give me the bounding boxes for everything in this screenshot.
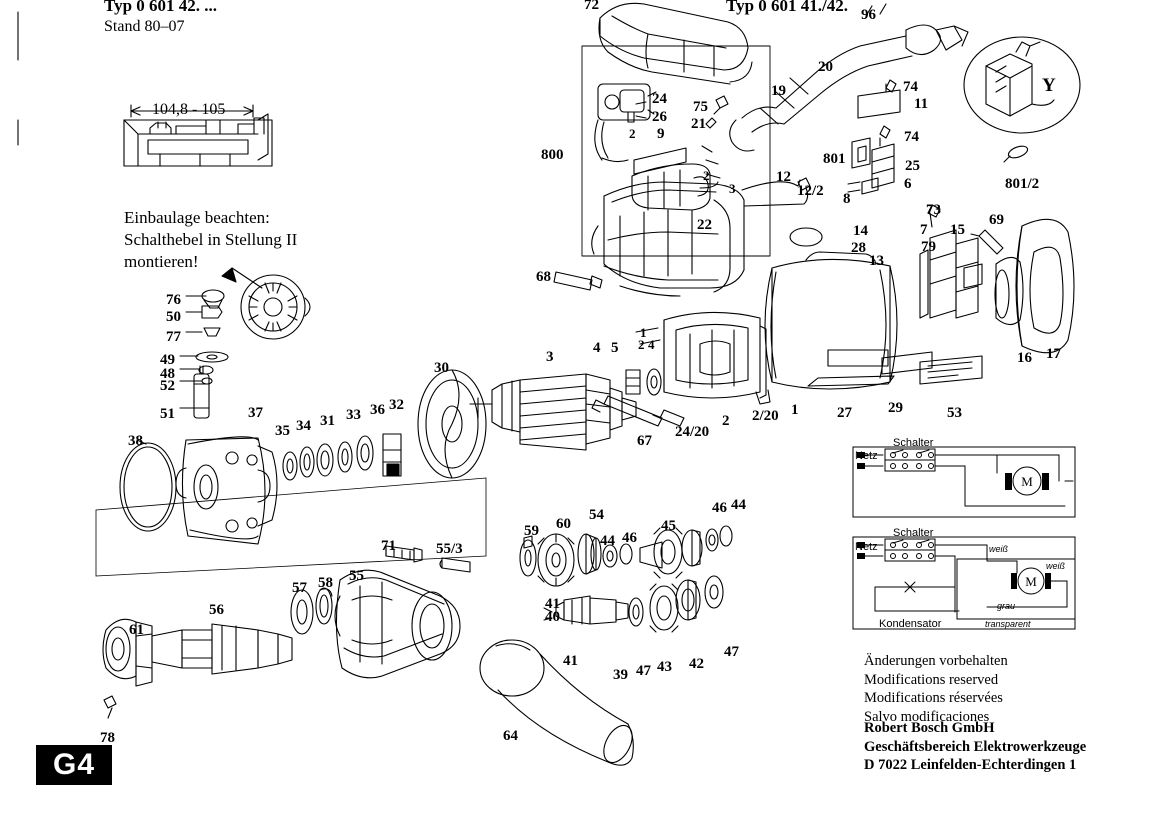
part-callout: 55 — [349, 568, 364, 584]
part-callout: 17 — [1046, 346, 1061, 362]
part-callout: 15 — [950, 222, 965, 238]
part-callout: 41 — [545, 596, 560, 612]
part-callout: 73 — [926, 202, 941, 218]
detail-y-label: Y — [1042, 75, 1056, 96]
part-callout: 4 — [648, 337, 655, 352]
part-callout: 16 — [1017, 350, 1032, 366]
part-callout: 20 — [818, 59, 833, 75]
part-callout: 26 — [652, 109, 667, 125]
part-callout: 45 — [661, 518, 676, 534]
part-callout: 42 — [689, 656, 704, 672]
document-title: Typ 0 601 42. ... — [104, 0, 218, 15]
part-callout: 38 — [128, 433, 143, 449]
part-callout: 12/2 — [797, 183, 824, 199]
part-callout: 56 — [209, 602, 224, 618]
svg-text:M: M — [1021, 474, 1033, 489]
part-callout: 60 — [556, 516, 571, 532]
part-callout: 76 — [166, 292, 181, 308]
company-address — [864, 719, 1086, 775]
part-callout: 801 — [823, 151, 846, 167]
part-callout: 801/2 — [1005, 176, 1040, 192]
wire-transparent-label: transparent — [985, 619, 1031, 629]
part-callout: 2 — [703, 168, 710, 183]
part-callout: 32 — [389, 397, 404, 413]
part-callout: 79 — [921, 239, 936, 255]
part-callout: 44 — [600, 533, 615, 549]
company-division: Geschäftsbereich Elektrowerkzeuge — [864, 738, 1087, 755]
wiring-switch-label-1: Schalter — [893, 437, 934, 449]
legal-line-en: Modifications reserved — [864, 671, 999, 688]
part-callout: 35 — [275, 423, 290, 439]
part-callout: 59 — [524, 523, 539, 539]
legal-line-de: Änderungen vorbehalten — [864, 653, 1008, 669]
part-callout: 12 — [776, 169, 791, 185]
part-callout: 68 — [536, 269, 551, 285]
part-callout: 77 — [166, 329, 181, 345]
part-callout: 54 — [589, 507, 604, 523]
part-callout: 34 — [296, 418, 311, 434]
wire-white-label-1: weiß — [989, 544, 1009, 554]
part-callout: 7 — [920, 222, 928, 238]
part-callout: 39 — [613, 667, 628, 683]
part-callout: 71 — [381, 538, 396, 554]
part-callout: 14 — [853, 223, 868, 239]
legal-notice — [864, 652, 1008, 726]
assembly-note-line3: montieren! — [124, 252, 199, 272]
part-callout: 96 — [861, 7, 876, 23]
callout-72: 72 — [584, 0, 599, 13]
part-callout: 43 — [657, 659, 672, 675]
part-callout: 74 — [903, 79, 918, 95]
document-date: Stand 80–07 — [104, 18, 185, 35]
part-callout: 69 — [989, 212, 1004, 228]
part-callout: 40 — [545, 609, 560, 625]
part-callout: 51 — [160, 406, 175, 422]
sheet-code-text: G4 — [52, 748, 96, 781]
part-callout: 13 — [869, 253, 884, 269]
part-callout: 24 — [652, 91, 667, 107]
wiring-capacitor-label: Kondensator — [879, 618, 942, 630]
part-callout: 37 — [248, 405, 263, 421]
part-callout: 11 — [914, 96, 929, 112]
part-callout: 57 — [292, 580, 307, 596]
part-callout: 4 — [593, 340, 601, 356]
part-callout: 33 — [346, 407, 361, 423]
part-callout: 49 — [160, 352, 175, 368]
part-callout: 3 — [729, 181, 736, 196]
part-callout: 78 — [100, 730, 115, 746]
company-city: D 7022 Leinfelden-Echterdingen 1 — [864, 757, 1077, 774]
part-callout: 36 — [370, 402, 385, 418]
wiring-diagrams — [845, 425, 1080, 640]
part-callout: 46 — [622, 530, 637, 546]
part-callout: 9 — [657, 126, 665, 142]
part-callout: 58 — [318, 575, 333, 591]
part-callout: 64 — [503, 728, 518, 744]
part-callout: 52 — [160, 378, 175, 394]
part-callout: 21 — [691, 116, 706, 132]
assembly-note — [124, 207, 297, 273]
part-callout: 2 — [629, 126, 636, 141]
part-callout: 19 — [771, 83, 786, 99]
assembly-note-line1: Einbaulage beachten: — [124, 208, 270, 227]
wire-grey-label: grau — [997, 601, 1016, 611]
part-callout: 5 — [611, 340, 619, 356]
part-callout: 46 — [712, 500, 727, 516]
type-label-right: Typ 0 601 41./42. — [726, 0, 849, 15]
part-callout: 55/3 — [436, 541, 463, 557]
dimension-label: 104,8 - 105 — [152, 101, 226, 118]
part-callout: 47 — [724, 644, 739, 660]
part-callout: 50 — [166, 309, 181, 325]
wiring-mains-label-1: Netz — [855, 450, 878, 462]
part-callout: 30 — [434, 360, 449, 376]
part-callout: 31 — [320, 413, 335, 429]
part-callout: 2/20 — [752, 408, 779, 424]
legal-line-es: Salvo modificaciones — [864, 708, 990, 725]
part-callout: 22 — [697, 217, 712, 233]
part-callout: 2 — [722, 413, 730, 429]
part-callout: 800 — [541, 147, 564, 163]
part-callout: 1 — [640, 325, 647, 340]
wiring-mains-label-2: Netz — [855, 541, 878, 553]
part-callout: 8 — [843, 191, 851, 207]
part-callout: 74 — [904, 129, 919, 145]
part-callout: 67 — [637, 433, 652, 449]
part-callout: 3 — [546, 349, 554, 365]
part-callout: 47 — [636, 663, 651, 679]
company-name: Robert Bosch GmbH — [864, 720, 995, 736]
wiring-switch-label-2: Schalter — [893, 527, 934, 539]
part-callout: 1 — [791, 402, 799, 418]
part-callout: 27 — [837, 405, 852, 421]
part-callout: 53 — [947, 405, 962, 421]
legal-line-fr: Modifications réservées — [864, 690, 1003, 707]
part-callout: 24/20 — [675, 424, 710, 440]
sheet-code-badge — [36, 745, 112, 785]
part-callout: 29 — [888, 400, 903, 416]
wire-white-label-2: weiß — [1046, 561, 1066, 571]
svg-text:M: M — [1025, 574, 1037, 589]
part-callout: 44 — [731, 497, 746, 513]
part-callout: 61 — [129, 622, 144, 638]
part-callout: 75 — [693, 99, 708, 115]
part-callout: 28 — [851, 240, 866, 256]
part-callout: 6 — [904, 176, 912, 192]
assembly-note-line2: Schalthebel in Stellung II — [124, 230, 298, 250]
part-callout: 48 — [160, 366, 175, 382]
part-callout: 2 — [638, 337, 645, 352]
part-callout: 25 — [905, 158, 920, 174]
part-callout: 41 — [563, 653, 578, 669]
